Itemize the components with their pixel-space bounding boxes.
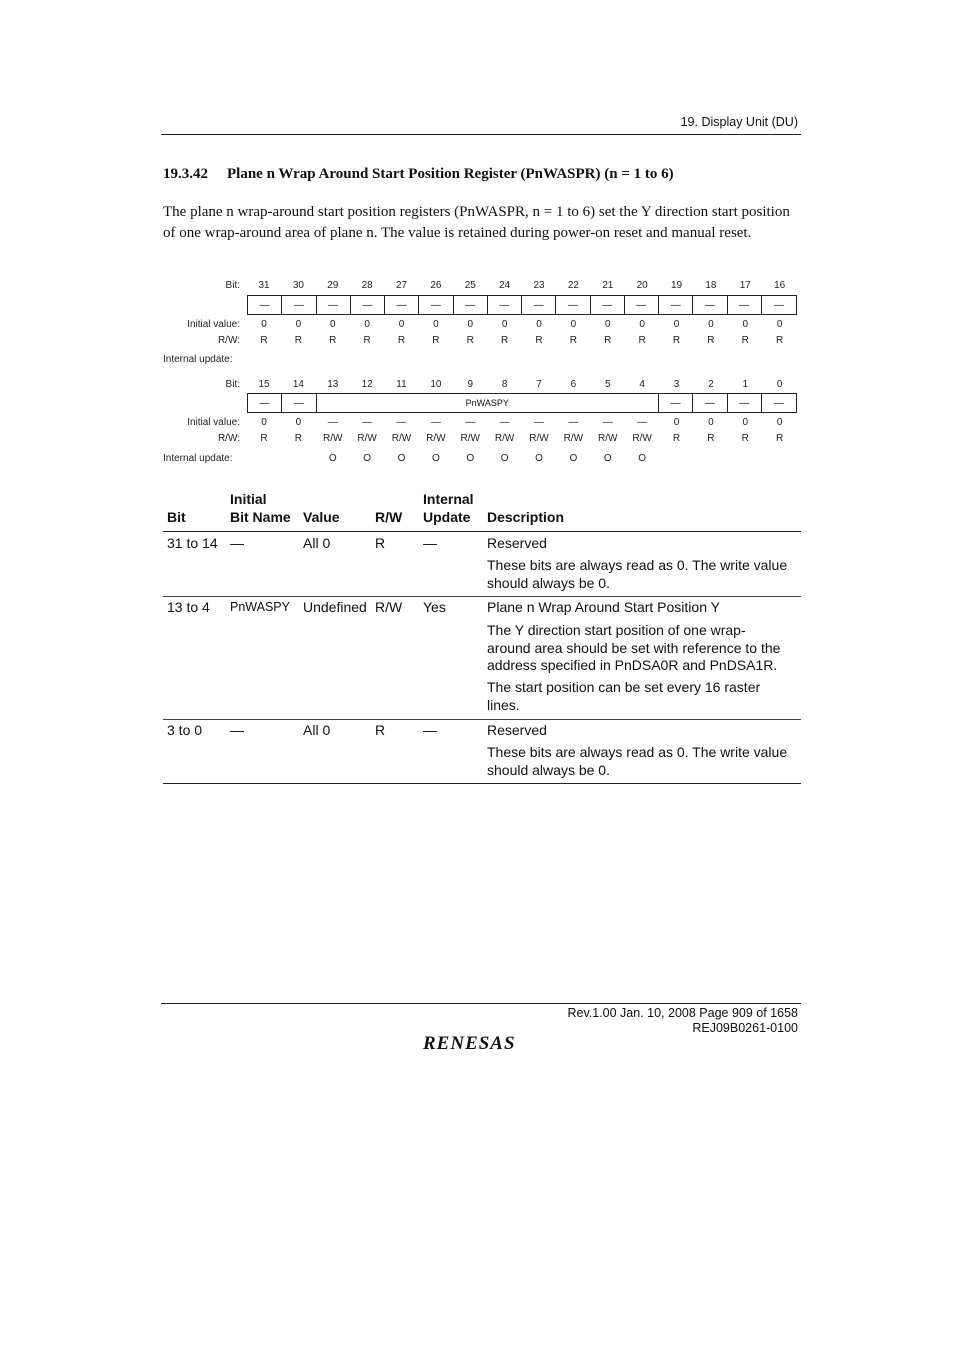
field-bit3: — <box>659 394 693 412</box>
initial-label-upper: Initial value: <box>187 319 240 330</box>
upper-bits-8: 23 <box>533 280 545 291</box>
field-bit14: — <box>282 394 316 412</box>
upper-initial-13: 0 <box>708 319 714 330</box>
lower-rw-10: R/W <box>598 433 618 444</box>
update-label-lower: Internal update: <box>163 453 233 464</box>
field-upper-8: — <box>522 296 556 314</box>
field-upper-14: — <box>728 296 762 314</box>
upper-initial-15: 0 <box>776 319 783 330</box>
row3-desc-1: Reserved <box>487 722 547 738</box>
lower-rw-1: R <box>294 433 302 444</box>
lower-initial-11: — <box>637 417 648 428</box>
lower-bits-11: 4 <box>639 379 645 390</box>
field-upper-2: — <box>317 296 351 314</box>
row1-desc-3: should always be 0. <box>487 575 610 591</box>
upper-rw-13: R <box>707 335 715 346</box>
lower-bits-0: 15 <box>258 379 270 390</box>
lower-initial-2: — <box>327 417 338 428</box>
footer-revision: Rev.1.00 Jan. 10, 2008 Page 909 of 1658 <box>567 1006 798 1020</box>
row2-initial: Undefined <box>303 599 367 615</box>
field-upper-6: — <box>454 296 488 314</box>
upper-initial-10: 0 <box>604 319 611 330</box>
lower-initial-4: — <box>396 417 407 428</box>
field-upper-5: — <box>419 296 453 314</box>
lower-bits-6: 9 <box>467 379 474 390</box>
upper-rw-8: R <box>535 335 543 346</box>
running-header: 19. Display Unit (DU) <box>680 115 798 129</box>
row2-desc-4: address specified in PnDSA0R and PnDSA1R. <box>487 657 778 673</box>
row3-name: — <box>230 722 244 738</box>
row2-desc-2: The Y direction start position of one wrap- <box>487 622 746 638</box>
lower-bits-7: 8 <box>501 379 508 390</box>
upper-bits-5: 26 <box>430 280 442 291</box>
lower-bits-3: 12 <box>361 379 373 390</box>
table-bottom-rule <box>163 783 801 784</box>
lower-rw-7: R/W <box>494 433 515 444</box>
row3-initial: All 0 <box>303 722 331 738</box>
upper-rw-15: R <box>776 335 784 346</box>
lower-bits-15: 0 <box>776 379 783 390</box>
upper-initial-3: 0 <box>364 319 370 330</box>
upper-initial-4: 0 <box>398 319 405 330</box>
lower-initial-0: 0 <box>261 417 267 428</box>
upper-bits-2: 29 <box>327 280 339 291</box>
upper-initial-14: 0 <box>742 319 749 330</box>
field-upper-0: — <box>248 296 282 314</box>
initial-label-lower: Initial value: <box>187 417 240 428</box>
lower-rw-14: R <box>741 433 749 444</box>
field-pnwaspy: PnWASPY <box>317 394 659 412</box>
th-description: Description <box>487 509 565 525</box>
lower-initial-14: 0 <box>742 417 749 428</box>
lower-rw-12: R <box>672 433 681 444</box>
field-upper-13: — <box>693 296 727 314</box>
upper-bits-15: 16 <box>774 280 786 291</box>
lower-rw-9: R/W <box>563 433 584 444</box>
footer-rule <box>161 1003 801 1004</box>
lower-update-3: O <box>363 453 372 464</box>
rw-label-lower: R/W: <box>217 433 240 444</box>
footer-doc-number: REJ09B0261-0100 <box>692 1021 798 1035</box>
lower-initial-10: — <box>602 417 613 428</box>
row1-desc-1: Reserved <box>487 535 547 551</box>
upper-rw-3: R <box>363 335 371 346</box>
upper-bits-12: 19 <box>670 280 683 291</box>
upper-rw-6: R <box>466 335 474 346</box>
field-upper-11: — <box>625 296 659 314</box>
upper-rw-2: R <box>329 335 337 346</box>
row2-name: PnWASPY <box>230 600 290 614</box>
field-bit2: — <box>693 394 727 412</box>
row3-desc-2: These bits are always read as 0. The write value <box>487 744 788 760</box>
upper-rw-11: R <box>638 335 646 346</box>
field-upper-1: — <box>282 296 316 314</box>
lower-rw-11: R/W <box>632 433 652 444</box>
row3-update: — <box>423 722 437 738</box>
upper-initial-6: 0 <box>467 319 474 330</box>
lower-rw-15: R <box>776 433 784 444</box>
bit-label-lower: Bit: <box>225 379 240 390</box>
upper-rw-10: R <box>604 335 612 346</box>
upper-initial-8: 0 <box>536 319 542 330</box>
upper-initial-11: 0 <box>639 319 645 330</box>
field-bit1: — <box>728 394 762 412</box>
section-title-text: Plane n Wrap Around Start Position Register (PnWASPR) (n = 1 to 6) <box>227 166 674 182</box>
row1-rw: R <box>375 535 386 551</box>
lower-initial-6: — <box>465 417 476 428</box>
upper-bits-1: 30 <box>292 280 304 291</box>
row2-rw: R/W <box>375 599 403 615</box>
upper-bits-7: 24 <box>499 280 511 291</box>
rw-label-upper: R/W: <box>217 335 240 346</box>
lower-rw-4: R/W <box>391 433 412 444</box>
lower-initial-8: — <box>534 417 544 428</box>
renesas-logo: RENESAS <box>423 1033 516 1054</box>
field-upper-15: — <box>773 299 784 311</box>
upper-rw-4: R <box>397 335 406 346</box>
upper-initial-0: 0 <box>261 319 267 330</box>
lower-update-6: O <box>466 453 475 464</box>
lower-update-4: O <box>397 453 406 464</box>
row2-desc-3: around area should be set with reference to the <box>487 640 781 656</box>
row1-initial: All 0 <box>303 535 331 551</box>
lower-rw-0: R <box>260 433 268 444</box>
lower-rw-13: R <box>707 433 715 444</box>
row2-rule <box>163 719 801 720</box>
lower-bits-2: 13 <box>327 379 339 390</box>
lower-bits-5: 10 <box>430 379 442 390</box>
lower-update-11: O <box>638 453 647 464</box>
row2-bit: 13 to 4 <box>167 599 210 615</box>
row1-rule <box>163 596 801 597</box>
lower-rw-5: R/W <box>426 433 446 444</box>
upper-bits-3: 28 <box>361 280 373 291</box>
row1-bit: 31 to 14 <box>167 535 218 551</box>
upper-rw-0: R <box>260 335 268 346</box>
field-bit15: — <box>248 394 282 412</box>
field-upper-7: — <box>488 296 522 314</box>
lower-initial-13: 0 <box>708 417 714 428</box>
lower-bits-14: 1 <box>742 379 749 390</box>
register-field-row-lower <box>247 393 797 413</box>
upper-rw-5: R <box>432 335 440 346</box>
upper-rw-7: R <box>501 335 509 346</box>
lower-update-5: O <box>431 453 440 464</box>
th-initial-1: Initial <box>230 491 267 507</box>
upper-initial-9: 0 <box>570 319 577 330</box>
lower-initial-1: 0 <box>295 417 302 428</box>
upper-rw-9: R <box>569 335 577 346</box>
register-field-row-upper <box>247 295 797 315</box>
th-bit-name: Bit Name <box>230 509 291 525</box>
bit-table <box>163 487 801 787</box>
row3-desc-3: should always be 0. <box>487 762 610 778</box>
upper-rw-1: R <box>294 335 302 346</box>
intro-paragraph: The plane n wrap-around start position registers (PnWASPR, n = 1 to 6) set the Y direction start position of one wrap-around area of plane n. The value is retained during power-on reset and manual reset. <box>163 204 790 241</box>
lower-update-8: O <box>535 453 543 464</box>
upper-initial-1: 0 <box>295 319 302 330</box>
lower-initial-3: — <box>362 417 373 428</box>
row2-desc-5: The start position can be set every 16 raster <box>487 679 761 695</box>
upper-initial-12: 0 <box>673 319 680 330</box>
row1-name: — <box>230 535 244 551</box>
row2-desc-6: lines. <box>487 697 520 713</box>
lower-update-2: O <box>328 453 337 464</box>
upper-bits-9: 22 <box>567 280 579 291</box>
bit-label-upper: Bit: <box>225 280 240 291</box>
field-upper-12: — <box>659 296 693 314</box>
field-upper-4: — <box>385 296 419 314</box>
th-update-2: Update <box>423 509 471 525</box>
row2-desc-1: Plane n Wrap Around Start Position Y <box>487 599 720 615</box>
lower-bits-9: 6 <box>570 379 577 390</box>
th-rw: R/W <box>375 509 403 525</box>
lower-bits-10: 5 <box>604 379 611 390</box>
field-upper-9: — <box>556 296 590 314</box>
upper-bits-6: 25 <box>464 280 476 291</box>
update-label-upper: Internal update: <box>163 354 233 365</box>
lower-initial-9: — <box>568 417 579 428</box>
lower-initial-12: 0 <box>673 417 680 428</box>
upper-bits-0: 31 <box>258 280 270 291</box>
row1-desc-2: These bits are always read as 0. The write value <box>487 557 788 573</box>
upper-rw-12: R <box>672 335 681 346</box>
lower-update-7: O <box>500 453 509 464</box>
upper-bits-13: 18 <box>705 280 717 291</box>
section-title <box>163 166 674 183</box>
upper-initial-2: 0 <box>329 319 336 330</box>
upper-bits-10: 21 <box>602 280 614 291</box>
upper-initial-5: 0 <box>433 319 439 330</box>
header-rule <box>161 134 801 135</box>
upper-bits-4: 27 <box>395 280 408 291</box>
lower-initial-7: — <box>499 417 510 428</box>
upper-bits-14: 17 <box>739 280 751 291</box>
section-number: 19.3.42 <box>163 166 208 182</box>
lower-bits-8: 7 <box>536 379 542 390</box>
table-header-rule <box>163 531 801 532</box>
upper-initial-7: 0 <box>501 319 508 330</box>
th-bit: Bit <box>167 509 186 525</box>
row3-bit: 3 to 0 <box>167 722 203 738</box>
lower-bits-4: 11 <box>396 379 407 390</box>
field-upper-10: — <box>591 296 625 314</box>
row1-update: — <box>423 535 437 551</box>
field-upper-3: — <box>351 296 385 314</box>
lower-bits-13: 2 <box>708 379 714 390</box>
lower-update-9: O <box>569 453 578 464</box>
th-initial-2: Value <box>303 509 340 525</box>
row2-update: Yes <box>423 599 446 615</box>
lower-initial-15: 0 <box>776 417 783 428</box>
lower-bits-1: 14 <box>292 379 304 390</box>
lower-initial-5: — <box>430 417 441 428</box>
lower-bits-12: 3 <box>673 379 680 390</box>
lower-rw-6: R/W <box>460 433 480 444</box>
upper-rw-14: R <box>741 335 749 346</box>
lower-rw-2: R/W <box>323 433 343 444</box>
th-update-1: Internal <box>423 491 474 507</box>
lower-rw-3: R/W <box>357 433 377 444</box>
row3-rw: R <box>375 722 386 738</box>
field-bit0: — <box>773 397 784 409</box>
lower-rw-8: R/W <box>529 433 549 444</box>
lower-update-10: O <box>603 453 612 464</box>
upper-bits-11: 20 <box>636 280 648 291</box>
